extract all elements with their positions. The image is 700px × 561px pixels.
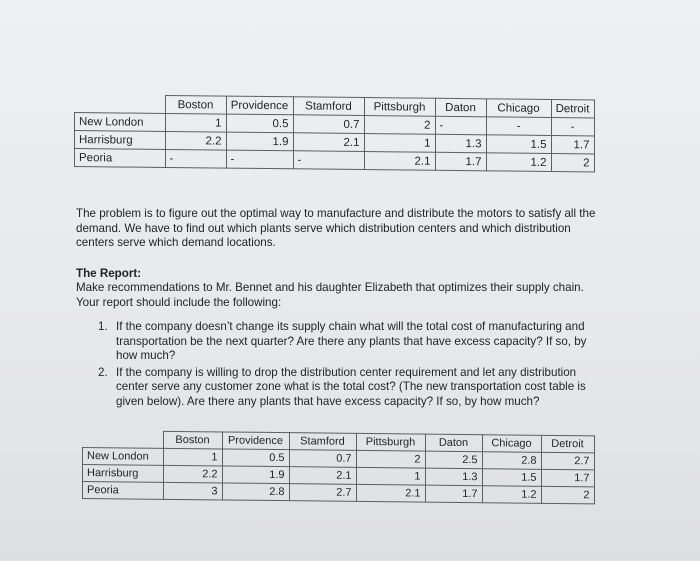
cost-table-current <box>74 94 595 172</box>
cost-table-new <box>82 430 595 504</box>
row-label: Peoria <box>83 482 164 500</box>
header-pittsburgh: Pittsburgh <box>356 433 425 451</box>
table-cell: 1.5 <box>482 469 541 487</box>
table-cell: 1.2 <box>482 486 541 504</box>
table-cell: 2.1 <box>364 152 435 171</box>
report-heading: The Report: <box>76 267 142 280</box>
header-stamford: Stamford <box>289 433 356 451</box>
list-item <box>98 320 598 364</box>
header-detroit: Detroit <box>551 99 594 117</box>
table-cell: 2 <box>364 116 435 135</box>
table-cell: 1.3 <box>425 468 482 486</box>
question-number: 1. <box>98 320 108 333</box>
problem-paragraph: The problem is to figure out the optimal way to manufacture and distribute the motors to satisfy all the demand. We have to find out which plants serve which distribution centers and which distribution centers serve which demand locations. <box>76 207 596 249</box>
row-label: New London <box>75 113 166 132</box>
table-corner <box>75 95 166 114</box>
header-daton: Daton <box>425 434 482 452</box>
table-cell: 3 <box>163 482 222 500</box>
table-cell: 1.7 <box>435 152 486 171</box>
table-cell: 2.1 <box>293 133 364 152</box>
table-cell: 1.7 <box>541 469 594 487</box>
row-label: Peoria <box>75 149 166 168</box>
row-label: New London <box>83 448 164 466</box>
row-label: Harrisburg <box>83 465 164 483</box>
table-cell: 2 <box>356 450 425 468</box>
table-cell: 2.8 <box>482 452 541 470</box>
header-pittsburgh: Pittsburgh <box>364 98 435 117</box>
table-cell: 2.7 <box>289 484 356 502</box>
header-chicago: Chicago <box>486 99 551 118</box>
question-number: 2. <box>98 365 108 379</box>
table-cell: 1.7 <box>551 135 594 153</box>
header-stamford: Stamford <box>293 97 364 116</box>
table-cell: 1 <box>165 113 226 132</box>
table-corner <box>83 431 164 449</box>
header-detroit: Detroit <box>541 435 594 453</box>
table-cell: - <box>293 151 364 170</box>
table-cell: 1.5 <box>486 135 551 154</box>
table-cell: 0.7 <box>289 450 356 468</box>
table-cell: 1 <box>163 448 222 466</box>
table-cell: 0.7 <box>293 115 364 134</box>
table-cell: 2.1 <box>356 484 425 502</box>
table-cell: - <box>226 150 293 169</box>
header-chicago: Chicago <box>482 435 541 453</box>
table-cell: 2 <box>551 153 594 171</box>
table-cell: - <box>435 116 486 135</box>
table-cell: 2.7 <box>541 452 594 470</box>
table-cell: 1 <box>364 134 435 153</box>
header-providence: Providence <box>222 432 289 450</box>
table-cell: 0.5 <box>226 114 293 133</box>
row-label: Harrisburg <box>75 131 166 150</box>
table-cell: 2.2 <box>163 465 222 483</box>
question-text: If the company doesn’t change its supply chain what will the total cost of manufacturing and transportation be the next quarter? Are there any plants that have excess capacity? If so, by how much? <box>116 320 587 362</box>
list-item <box>98 366 598 410</box>
header-boston: Boston <box>165 95 226 114</box>
table-cell: 1.2 <box>486 153 551 172</box>
question-list <box>98 320 598 411</box>
table-cell: 1.9 <box>226 132 293 151</box>
table-cell: 2.5 <box>425 451 482 469</box>
table-cell: 2.2 <box>165 131 226 150</box>
table-cell: 1.7 <box>425 485 482 503</box>
table-cell: 0.5 <box>222 449 289 467</box>
header-boston: Boston <box>163 431 222 449</box>
table-cell: 2.8 <box>222 483 289 501</box>
table-cell: 2 <box>541 486 594 504</box>
table-cell: - <box>165 149 226 168</box>
question-text: If the company is willing to drop the distribution center requirement and let any distribution center serve any customer zone what is the total cost? (The new transportation cost table is given below). Are there any plants that have excess capacity? If so, by how much? <box>116 365 586 408</box>
header-providence: Providence <box>226 96 293 115</box>
table-cell: - <box>486 117 551 136</box>
table-cell: 1 <box>356 467 425 485</box>
table-cell: 1.9 <box>222 466 289 484</box>
table-cell: - <box>551 117 594 135</box>
header-daton: Daton <box>435 98 486 117</box>
table-cell: 1.3 <box>435 134 486 153</box>
table-cell: 2.1 <box>289 467 356 485</box>
report-intro: Make recommendations to Mr. Bennet and his daughter Elizabeth that optimizes their supply chain. Your report should include the following: <box>76 281 584 309</box>
